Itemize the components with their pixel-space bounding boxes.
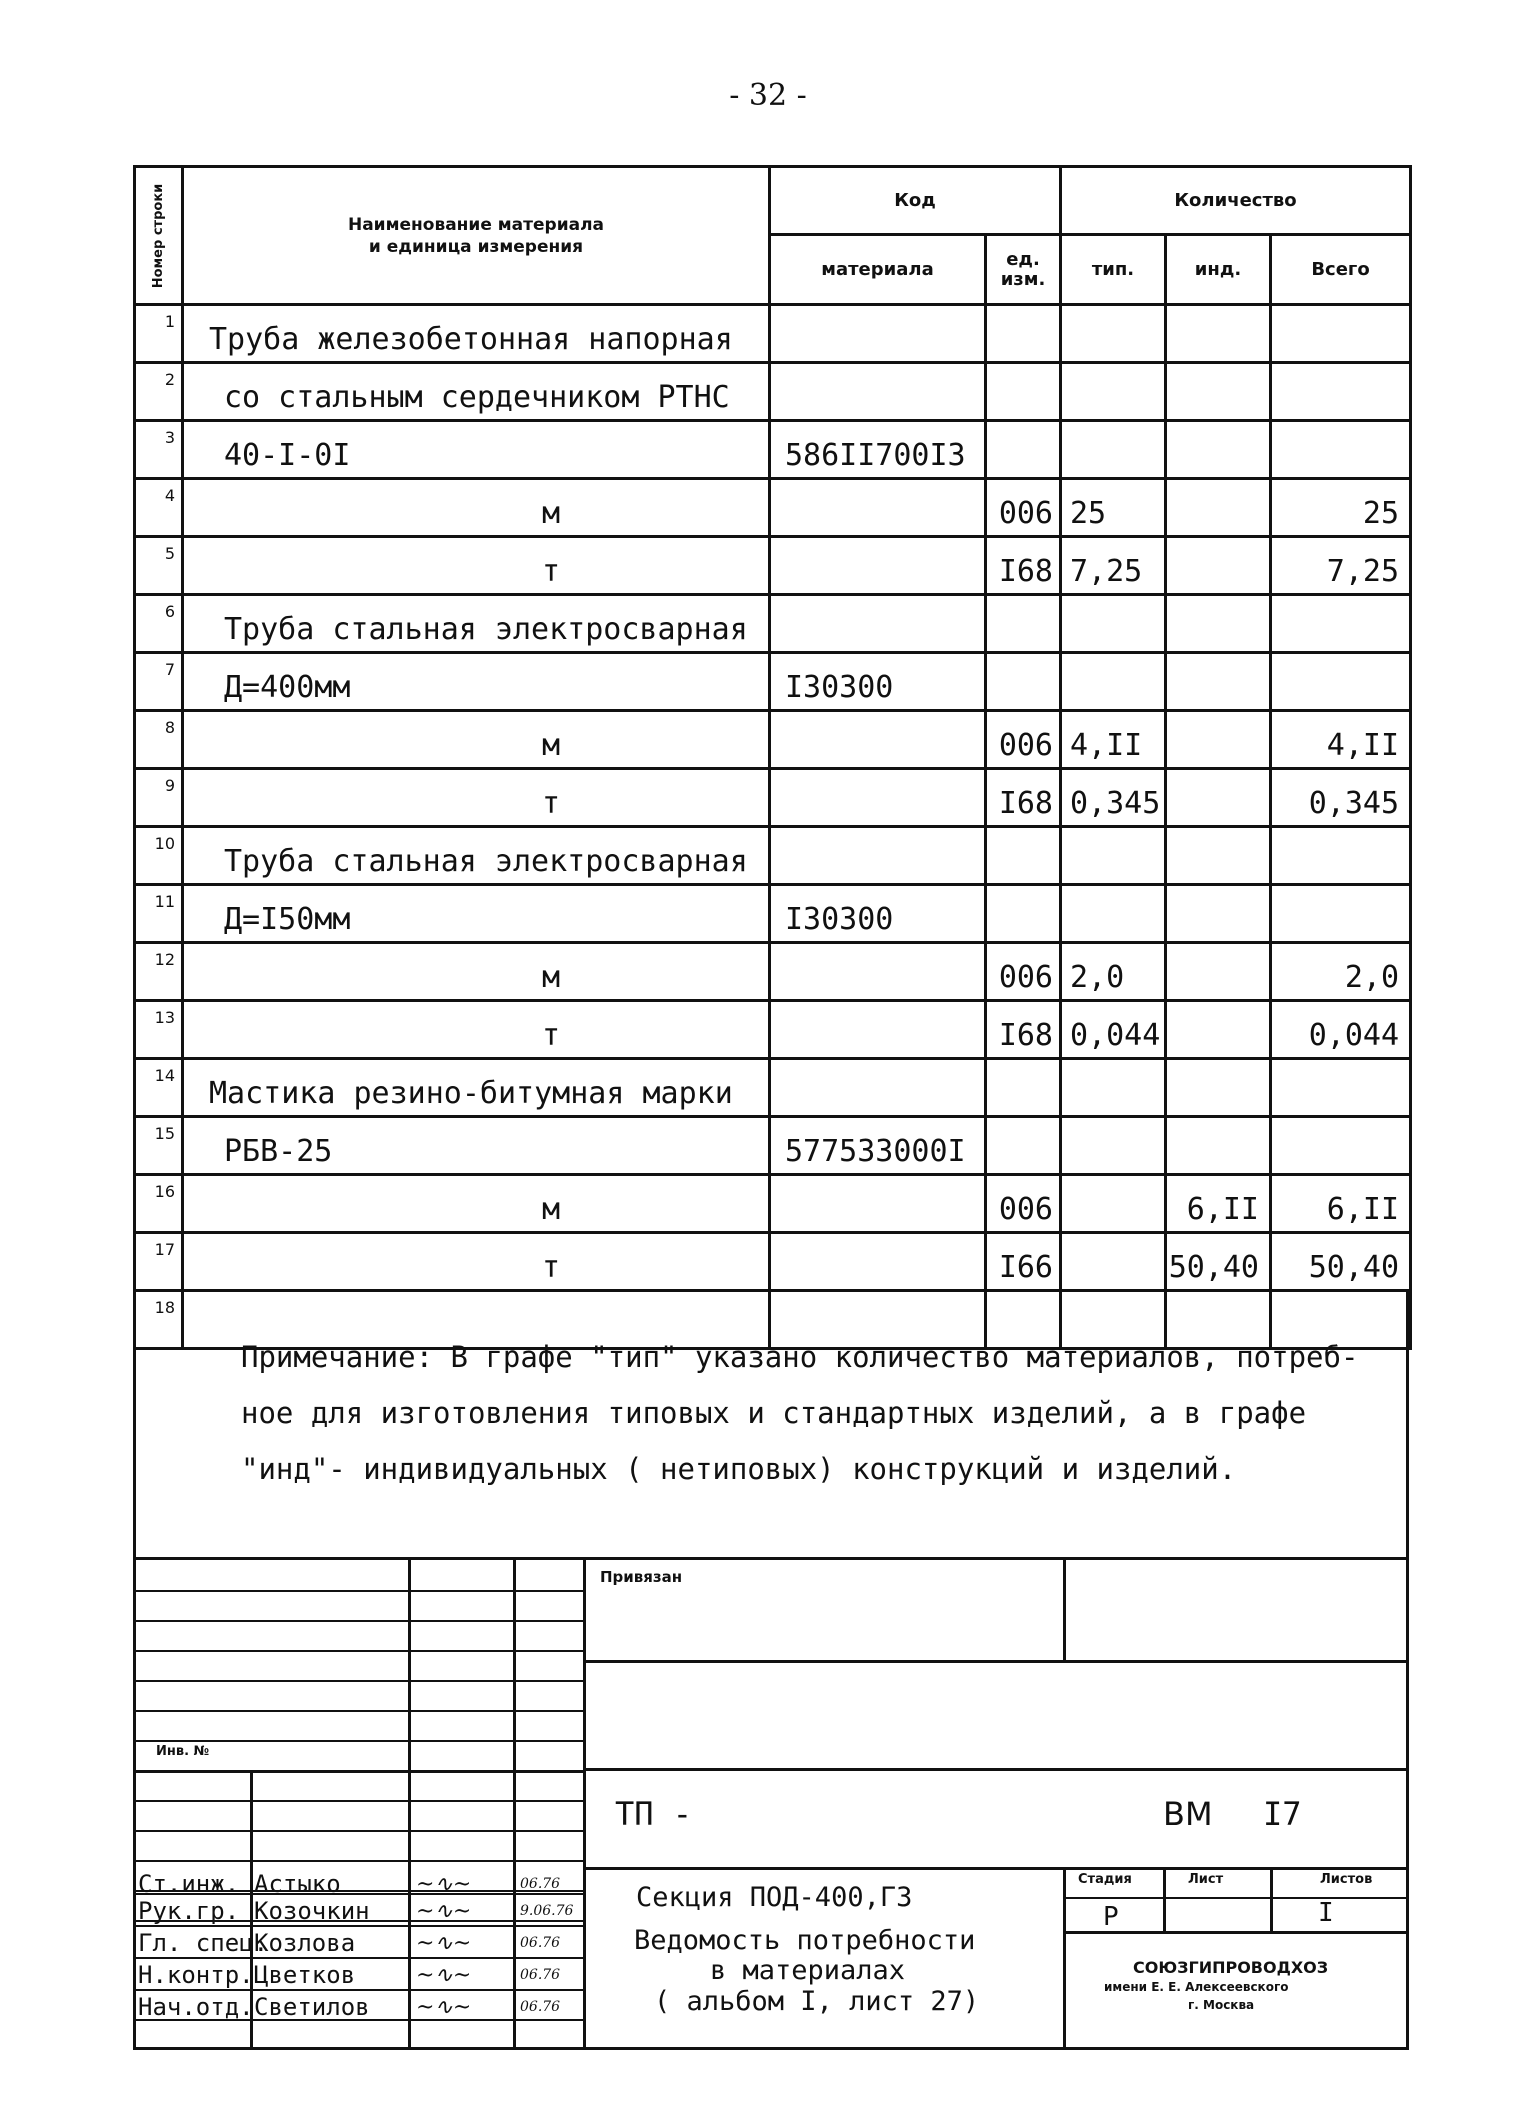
designation-number: I7 — [1263, 1795, 1302, 1833]
qty-typ: 2,0 — [1061, 943, 1166, 1001]
qty-typ — [1061, 653, 1166, 711]
material-code — [770, 943, 986, 1001]
signature-date: 06.76 — [520, 1967, 561, 1983]
material-name: Мастика резино-битумная марки — [183, 1059, 770, 1117]
row-number: 9 — [135, 769, 183, 827]
material-code — [770, 1175, 986, 1233]
doc-title-line-3: в материалах — [710, 1955, 906, 1986]
qty-ind — [1166, 827, 1271, 885]
qty-ind: 50,40 — [1166, 1233, 1271, 1291]
qty-total: 7,25 — [1271, 537, 1411, 595]
unit-code — [986, 595, 1061, 653]
unit-code: 006 — [986, 711, 1061, 769]
table-row — [135, 827, 1411, 885]
unit-code — [986, 827, 1061, 885]
unit-code — [986, 1117, 1061, 1175]
table-row — [135, 421, 1411, 479]
unit-code — [986, 421, 1061, 479]
signature-date: 06.76 — [520, 1876, 561, 1892]
materials-table — [133, 165, 1412, 1350]
material-code: I30300 — [770, 885, 986, 943]
table-row — [135, 943, 1411, 1001]
qty-ind — [1166, 363, 1271, 421]
signature-role: Н.контр. — [138, 1961, 254, 1989]
signature-role: Рук.гр. — [138, 1897, 240, 1925]
qty-ind — [1166, 711, 1271, 769]
unit-code: I68 — [986, 769, 1061, 827]
note-block — [133, 1290, 1409, 1560]
row-number: 7 — [135, 653, 183, 711]
qty-ind — [1166, 537, 1271, 595]
qty-typ — [1061, 363, 1166, 421]
unit-code — [986, 885, 1061, 943]
material-name: т — [183, 1001, 770, 1059]
material-code — [770, 1001, 986, 1059]
qty-typ — [1061, 1059, 1166, 1117]
signature-name: Астыко — [254, 1870, 341, 1898]
qty-total — [1271, 885, 1411, 943]
table-row — [135, 305, 1411, 363]
designation-code: ВМ — [1163, 1795, 1213, 1833]
unit-code: I66 — [986, 1233, 1061, 1291]
material-code — [770, 827, 986, 885]
row-number: 11 — [135, 885, 183, 943]
handwritten-signature: ~∿~ — [416, 1899, 472, 1924]
row-number: 10 — [135, 827, 183, 885]
material-name: т — [183, 769, 770, 827]
header-code: Код — [770, 167, 1061, 235]
page-number: - 32 - — [729, 78, 807, 113]
sheets-label: Листов — [1320, 1872, 1373, 1887]
header-row-number: Номер строки — [135, 167, 183, 305]
row-number: 17 — [135, 1233, 183, 1291]
qty-total — [1271, 1117, 1411, 1175]
signature-name: Цветков — [254, 1961, 356, 1989]
material-name: 40-I-0I — [183, 421, 770, 479]
table-row — [135, 537, 1411, 595]
unit-code — [986, 305, 1061, 363]
row-number: 16 — [135, 1175, 183, 1233]
material-code — [770, 1233, 986, 1291]
row-number: 14 — [135, 1059, 183, 1117]
qty-ind — [1166, 1001, 1271, 1059]
inv-label: Инв. № — [156, 1744, 210, 1759]
qty-ind — [1166, 479, 1271, 537]
qty-ind — [1166, 595, 1271, 653]
signature-role: Нач.отд. — [138, 1993, 254, 2021]
note-line-3: "инд"- индивидуальных ( нетиповых) конструкций и изделий. — [241, 1452, 1237, 1486]
qty-ind — [1166, 653, 1271, 711]
table-row — [135, 1001, 1411, 1059]
qty-ind — [1166, 885, 1271, 943]
row-number: 8 — [135, 711, 183, 769]
material-code — [770, 711, 986, 769]
signature-role: Гл. спец. — [138, 1929, 269, 1957]
qty-typ — [1061, 421, 1166, 479]
unit-code: 006 — [986, 479, 1061, 537]
qty-ind — [1166, 421, 1271, 479]
handwritten-signature: ~∿~ — [416, 1995, 472, 2020]
doc-title-line-1: Секция ПОД-400,Г3 — [636, 1882, 913, 1913]
material-name: м — [183, 711, 770, 769]
material-name: Труба стальная электросварная — [183, 827, 770, 885]
qty-total — [1271, 827, 1411, 885]
unit-code: 006 — [986, 1175, 1061, 1233]
table-row — [135, 1059, 1411, 1117]
material-name: м — [183, 943, 770, 1001]
row-number: 3 — [135, 421, 183, 479]
material-code — [770, 1059, 986, 1117]
designation-prefix: ТП - — [615, 1795, 693, 1833]
qty-typ: 7,25 — [1061, 537, 1166, 595]
row-number: 6 — [135, 595, 183, 653]
material-name: со стальным сердечником РТНС — [183, 363, 770, 421]
doc-title-line-2: Ведомость потребности — [634, 1925, 976, 1956]
material-code — [770, 479, 986, 537]
qty-total: 6,II — [1271, 1175, 1411, 1233]
qty-total — [1271, 653, 1411, 711]
material-name: РБВ-25 — [183, 1117, 770, 1175]
material-name: т — [183, 1233, 770, 1291]
qty-ind — [1166, 769, 1271, 827]
material-code — [770, 595, 986, 653]
material-code — [770, 537, 986, 595]
qty-total — [1271, 1059, 1411, 1117]
row-number: 13 — [135, 1001, 183, 1059]
material-name: т — [183, 537, 770, 595]
material-name: Труба стальная электросварная — [183, 595, 770, 653]
qty-typ — [1061, 595, 1166, 653]
table-row — [135, 885, 1411, 943]
material-name: м — [183, 1175, 770, 1233]
table-row — [135, 653, 1411, 711]
table-row — [135, 1233, 1411, 1291]
row-number: 5 — [135, 537, 183, 595]
qty-ind — [1166, 1117, 1271, 1175]
table-row — [135, 479, 1411, 537]
header-qty-typ: тип. — [1061, 235, 1166, 305]
row-number: 2 — [135, 363, 183, 421]
qty-typ: 4,II — [1061, 711, 1166, 769]
qty-total — [1271, 363, 1411, 421]
sheet-label: Лист — [1188, 1872, 1224, 1887]
sheets-value: I — [1318, 1898, 1334, 1928]
unit-code — [986, 653, 1061, 711]
org-line-1: СОЮЗГИПРОВОДХОЗ — [1133, 1958, 1329, 1977]
material-name: Д=400мм — [183, 653, 770, 711]
handwritten-signature: ~∿~ — [416, 1872, 472, 1897]
unit-code — [986, 1059, 1061, 1117]
note-line-1: Примечание: В графе "тип" указано количество материалов, потреб- — [241, 1340, 1359, 1374]
material-name: м — [183, 479, 770, 537]
qty-ind — [1166, 305, 1271, 363]
note-line-2: ное для изготовления типовых и стандартных изделий, а в графе — [241, 1396, 1307, 1430]
row-number: 1 — [135, 305, 183, 363]
qty-typ: 25 — [1061, 479, 1166, 537]
signature-name: Козочкин — [254, 1897, 370, 1925]
table-row — [135, 1175, 1411, 1233]
material-code — [770, 363, 986, 421]
qty-ind: 6,II — [1166, 1175, 1271, 1233]
qty-typ: 0,044 — [1061, 1001, 1166, 1059]
qty-total: 0,044 — [1271, 1001, 1411, 1059]
qty-typ — [1061, 1233, 1166, 1291]
qty-typ — [1061, 885, 1166, 943]
header-code-material: материала — [770, 235, 986, 305]
row-number: 12 — [135, 943, 183, 1001]
privyazan-label: Привязан — [600, 1568, 683, 1586]
signature-name: Козлова — [254, 1929, 356, 1957]
qty-typ — [1061, 1117, 1166, 1175]
signature-role: Ст.инж. — [138, 1870, 240, 1898]
header-code-unit: ед. изм. — [986, 235, 1061, 305]
unit-code: I68 — [986, 537, 1061, 595]
signature-date: 06.76 — [520, 1935, 561, 1951]
material-code: 577533000I — [770, 1117, 986, 1175]
qty-typ — [1061, 827, 1166, 885]
table-row — [135, 769, 1411, 827]
unit-code: 006 — [986, 943, 1061, 1001]
table-row — [135, 595, 1411, 653]
material-code: I30300 — [770, 653, 986, 711]
qty-total: 50,40 — [1271, 1233, 1411, 1291]
signature-date: 06.76 — [520, 1999, 561, 2015]
table-row — [135, 711, 1411, 769]
row-number: 15 — [135, 1117, 183, 1175]
row-number: 18 — [135, 1291, 183, 1349]
handwritten-signature: ~∿~ — [416, 1963, 472, 1988]
material-code — [770, 769, 986, 827]
header-qty-ind: инд. — [1166, 235, 1271, 305]
qty-ind — [1166, 1059, 1271, 1117]
qty-total — [1271, 421, 1411, 479]
unit-code: I68 — [986, 1001, 1061, 1059]
header-qty-total: Всего — [1271, 235, 1411, 305]
table-row — [135, 363, 1411, 421]
unit-code — [986, 363, 1061, 421]
org-line-2: имени Е. Е. Алексеевского — [1104, 1980, 1289, 1994]
qty-total: 2,0 — [1271, 943, 1411, 1001]
handwritten-signature: ~∿~ — [416, 1931, 472, 1956]
material-code — [770, 305, 986, 363]
qty-total: 0,345 — [1271, 769, 1411, 827]
table-row — [135, 1117, 1411, 1175]
qty-typ — [1061, 305, 1166, 363]
header-quantity: Количество — [1061, 167, 1411, 235]
qty-total: 25 — [1271, 479, 1411, 537]
qty-typ: 0,345 — [1061, 769, 1166, 827]
signature-name: Светилов — [254, 1993, 370, 2021]
material-name: Труба железобетонная напорная — [183, 305, 770, 363]
signature-date: 9.06.76 — [520, 1903, 574, 1919]
stage-label: Стадия — [1078, 1872, 1132, 1887]
row-number: 4 — [135, 479, 183, 537]
qty-total: 4,II — [1271, 711, 1411, 769]
qty-ind — [1166, 943, 1271, 1001]
material-name: Д=I50мм — [183, 885, 770, 943]
qty-total — [1271, 305, 1411, 363]
stage-value: Р — [1103, 1902, 1119, 1932]
doc-title-line-4: ( альбом I, лист 27) — [654, 1986, 980, 2017]
header-name: Наименование материала и единица измерения — [183, 167, 770, 305]
qty-typ — [1061, 1175, 1166, 1233]
material-code: 586II700I3 — [770, 421, 986, 479]
org-line-3: г. Москва — [1188, 1998, 1255, 2012]
qty-total — [1271, 595, 1411, 653]
